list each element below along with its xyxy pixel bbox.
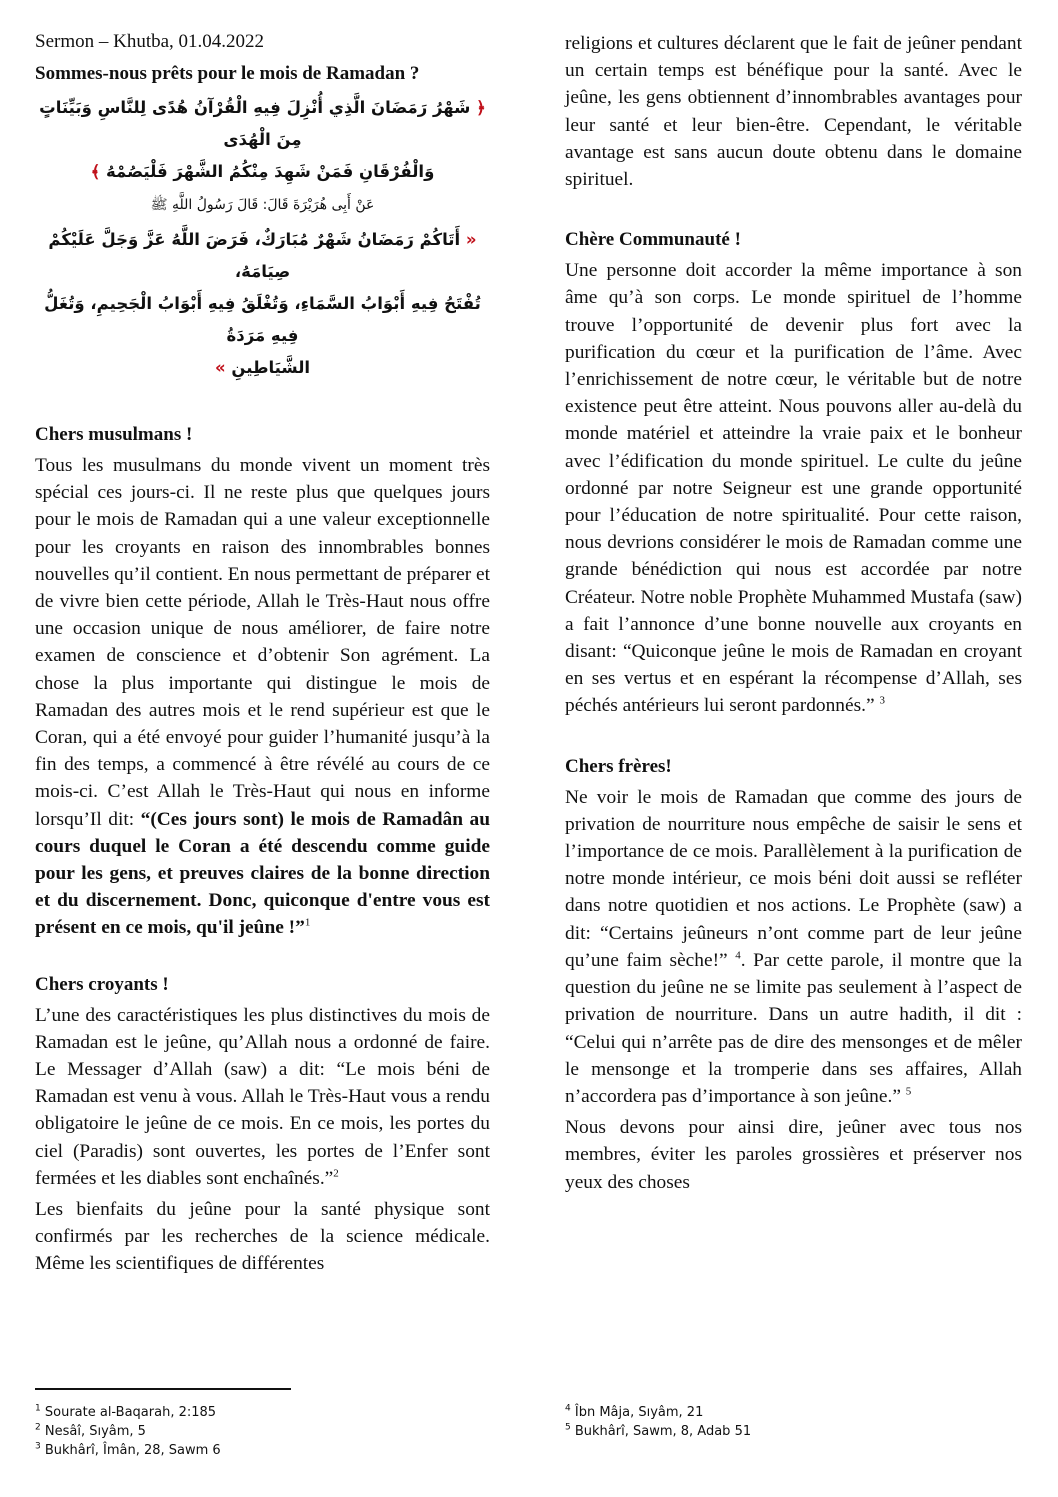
verse-close-bracket: ﴾ (90, 162, 101, 181)
section-heading-chers-croyants: Chers croyants ! (35, 973, 169, 995)
hadith-text-1: أَتَاكُمْ رَمَضَانُ شَهْرٌ مُبَارَكٌ، فَرَضَ اللَّهُ عَزَّ وَجَلَّ عَلَيْكُمْ صِيَامَهُ، (48, 230, 461, 281)
footnote-ref: 5 (905, 1085, 912, 1098)
paragraph-text: L’une des caractéristiques les plus distinctives du mois de Ramadan est le jeûne, qu’Allah nous a ordonné de faire. Le Messager d’Allah (saw) a dit: “Le mois béni de Ramadan est venu à vous. Allah le Très-Haut vous a rendu obligatoire le jeûne de ce mois. En ce mois, les portes du ciel (Paradis) sont ouvertes, les portes de l’Enfer sont fermées et les diables sont enchaînés.” (35, 1004, 490, 1189)
verse-text-1: شَهْرُ رَمَضَانَ الَّذِي أُنْزِلَ فِيهِ الْقُرْآنُ هُدًى لِلنَّاسِ وَبَيِّنَاتٍ مِنَ الْهُدَى (39, 98, 471, 149)
footnote-text: Bukhârî, Îmân, 28, Sawm 6 (44, 1443, 221, 1458)
footnote-text: Bukhârî, Sawm, 8, Adab 51 (574, 1424, 752, 1439)
footnote-5 (565, 1422, 751, 1441)
footnote-number: 4 (565, 1403, 571, 1414)
verse-text-2: وَالْفُرْقَانِ فَمَنْ شَهِدَ مِنْكُمُ الشَّهْرَ فَلْيَصُمْهُ (106, 162, 435, 181)
footnote-number: 1 (35, 1403, 41, 1414)
footnote-ref: 3 (879, 695, 885, 707)
quran-quote: “(Ces jours sont) le mois de Ramadân au cours duquel le Coran a été descendu comme guide pour les gens, et preuves claires de la bonne direction et du discernement. Donc, quiconque d'entre vous est présent en ce mois, qu'il jeûne !” (35, 808, 490, 939)
page-title: Sommes-nous prêts pour le mois de Ramadan ? (35, 63, 420, 84)
hadith-open-quote: « (465, 230, 477, 249)
footnote-ref: 2 (333, 1167, 339, 1180)
footnote-text: Îbn Mâja, Sıyâm, 21 (574, 1405, 704, 1420)
hadith-text-3: الشَّيَاطِينِ (231, 358, 311, 377)
paragraph-health-benefits: Les bienfaits du jeûne pour la santé physique sont confirmés par les recherches de la science médicale. Même les scientifiques de différentes (35, 1199, 490, 1275)
footnotes-left (35, 1403, 221, 1460)
quran-verse-line-2 (35, 156, 490, 188)
section-heading-chere-communaute: Chère Communauté ! (565, 229, 741, 251)
paragraph-meaning-of-fasting (565, 784, 1022, 1110)
hadith-close-quote: » (214, 358, 226, 377)
paragraph-text: Ne voir le mois de Ramadan que comme des jours de privation de nourriture nous empêche de saisir le sens et l’importance de ce mois. Parallèlement à la purification de notre monde intérieur, ce mois béni doit aussi se refléter dans notre quotidien et nos actions. Le Prophète (saw) a dit: “Certains jeûneurs n’ont comme part de leur jeûne qu’une faim sèche!” (565, 786, 1022, 971)
section-heading-chers-musulmans: Chers musulmans ! (35, 424, 193, 445)
footnote-number: 3 (35, 1441, 41, 1452)
paragraph-text: . Par cette parole, il montre que la question du jeûne ne se limite pas seulement à l’aspect de privation de nourriture. Dans un autre hadith, il dit : “Celui qui n’arrête pas de dire des mensonges et de mêler le mensonge et la tromperie dans ses affaires, Allah n’accordera pas d’importance à son jeûne.” (565, 949, 1022, 1107)
paragraph-health-benefits-cont: religions et cultures déclarent que le fait de jeûner pendant un certain temps est bénéfique pour la santé. Avec le jeûne, les gens obtiennent d’innombrables avantages pour leur santé et leur bien-être. Cependant, le véritable avantage est sans aucun doute obtenu dans le domaine spirituel. (565, 33, 1022, 191)
paragraph-fasting-members: Nous devons pour ainsi dire, jeûner avec tous nos membres, éviter les paroles grossières et préserver nos yeux des choses (565, 1117, 1022, 1193)
verse-open-bracket: ﴿ (476, 98, 486, 117)
footnotes-right (565, 1403, 751, 1441)
hadith-line-3 (35, 352, 490, 384)
footnote-1 (35, 1403, 221, 1422)
sermon-date-line: Sermon – Khutba, 01.04.2022 (35, 31, 265, 52)
paragraph-text: Une personne doit accorder la même importance à son âme qu’à son corps. Le monde spirituel de l’homme trouve l’opportunité de devenir plus fort avec la purification du cœur et la purification de l’âme. Avec l’enrichissement de notre cœur, le véritable but de notre existence peut être atteint. Nous pouvons aller au-delà du monde matériel et atteindre la vraie paix et le bonheur avec l’édification du monde spirituel. Le culte du jeûne ordonné par notre Seigneur est une grande opportunité pour l’éducation de notre spiritualité. Pour cette raison, nous devrions considérer le mois de Ramadan comme une grande bénédiction qui nous est accordée par notre Créateur. Notre noble Prophète Muhammed Mustafa (saw) a fait l’annonce d’une bonne nouvelle aux croyants en disant: “Quiconque jeûne le mois de Ramadan en croyant en ses vertus et en espérant la récompense d’Allah, ses péchés antérieurs lui seront pardonnés.” (565, 260, 1022, 717)
footnote-number: 5 (565, 1422, 571, 1433)
hadith-narrator: عَنْ أَبِى هُرَيْرَةَ قَالَ: قَالَ رَسُولُ اللَّهِ ﷺ (150, 197, 375, 213)
left-column (35, 28, 490, 1282)
footnote-2 (35, 1422, 221, 1441)
hadith-line-1 (35, 224, 490, 288)
hadith-line-2: تُفْتَحُ فِيهِ أَبْوَابُ السَّمَاءِ، وَتُغْلَقُ فِيهِ أَبْوَابُ الْجَحِيمِ، وَتُغَلُّ فِيهِ مَرَدَةُ (44, 294, 481, 345)
quran-verse-line-1 (35, 92, 490, 156)
footnote-separator (35, 1388, 291, 1390)
footnote-3 (35, 1441, 221, 1460)
right-column (565, 30, 1022, 1200)
footnote-text: Sourate al-Baqarah, 2:185 (44, 1405, 217, 1420)
footnote-4 (565, 1403, 751, 1422)
paragraph-fasting-hadith (35, 1002, 490, 1192)
section-heading-chers-freres: Chers frères! (565, 755, 672, 777)
footnote-ref: 4 (735, 949, 741, 962)
paragraph-spiritual-world (565, 257, 1022, 719)
footnote-ref: 1 (304, 916, 311, 929)
paragraph-ramadan-intro (35, 452, 490, 942)
footnote-number: 2 (35, 1422, 41, 1433)
paragraph-text: Tous les musulmans du monde vivent un moment très spécial ces jours-ci. Il ne reste plus que quelques jours pour le mois de Ramadan qui a une valeur exceptionnelle pour les croyants en raison des innombrables bonnes nouvelles qu’il contient. En nous permettant de préparer et de vivre bien cette période, Allah le Très-Haut nous offre une occasion unique de nous améliorer, de faire notre examen de conscience et d’obtenir Son agrément. La chose la plus importante qui distingue le mois de Ramadan des autres mois et le rend supérieur est que le Coran, qui a été envoyé pour guider l’humanité jusqu’à la fin des temps, a commencé à être révélé au cours de ce mois-ci. C’est Allah le Très-Haut qui nous en informe lorsqu’Il dit: (35, 455, 490, 830)
footnote-text: Nesâî, Sıyâm, 5 (44, 1424, 146, 1439)
